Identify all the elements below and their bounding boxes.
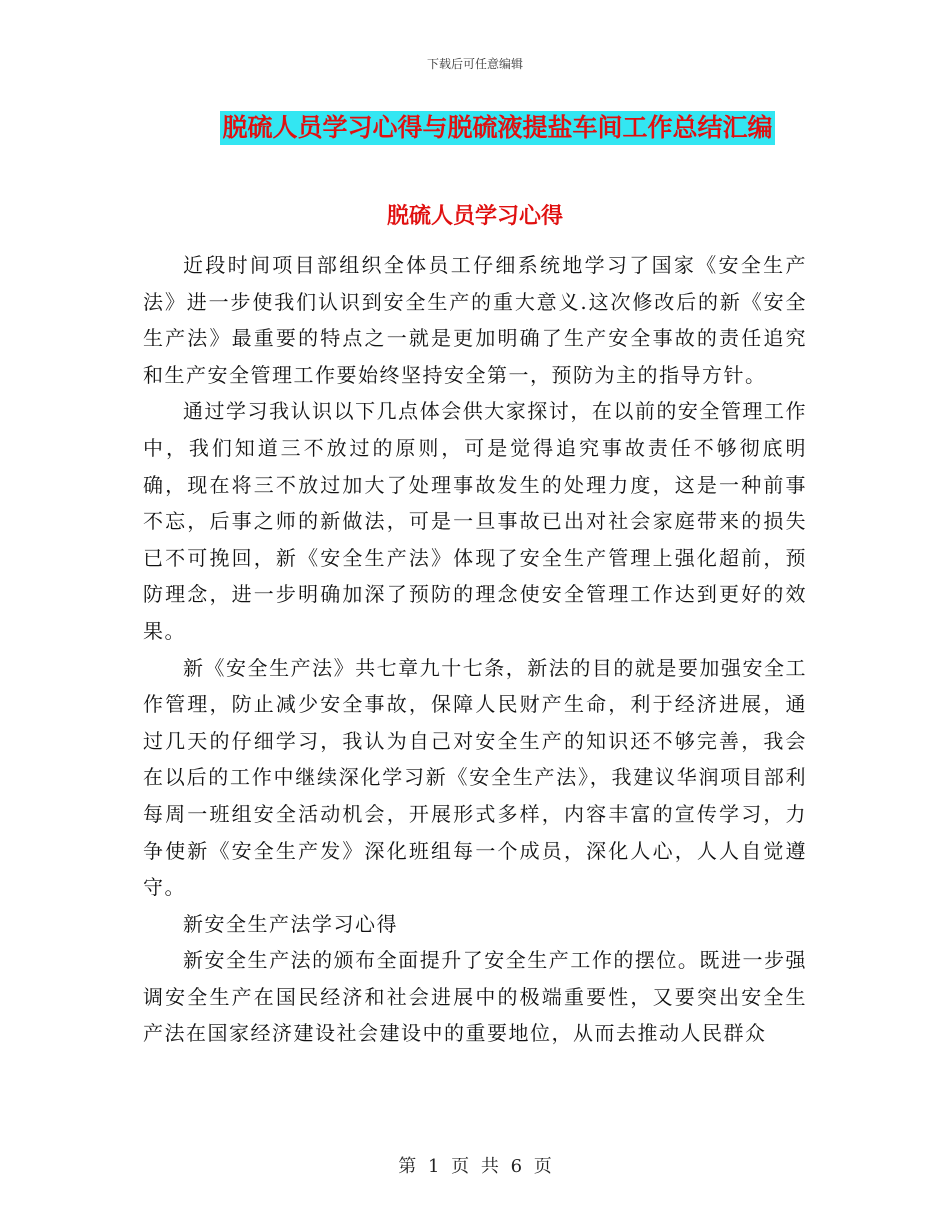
paragraph: 通过学习我认识以下几点体会供大家探讨，在以前的安全管理工作中，我们知道三不放过的原则，可是觉得追究事故责任不够彻底明确，现在将三不放过加大了处理事故发生的处理力度，这是一种前事不忘，后事之师的新做法，可是一旦事故已出对社会家庭带来的损失已不可挽回，新《安全生产法》体现了安全生产管理上强化超前，预防理念，进一步明确加深了预防的理念使安全管理工作达到更好的效果。 [143,399,807,643]
paragraph: 新安全生产法的颁布全面提升了安全生产工作的摆位。既进一步强调安全生产在国民经济和社会进展中的极端重要性，又要突出安全生产法在国家经济建设社会建设中的重要地位，从而去推动人民群众 [143,948,807,1046]
section-title: 脱硫人员学习心得 [386,204,563,229]
document-title-container [0,111,950,145]
subheading-paragraph: 新安全生产法学习心得 [183,911,398,936]
document-body [143,247,807,1052]
document-title: 脱硫人员学习心得与脱硫液提盐车间工作总结汇编 [220,111,774,145]
paragraph: 新《安全生产法》共七章九十七条，新法的目的就是要加强安全工作管理，防止减少安全事故，保障人民财产生命，利于经济进展，通过几天的仔细学习，我认为自己对安全生产的知识还不够完善，我会在以后的工作中继续深化学习新《安全生产法》，我建议华润项目部利每周一班组安全活动机会，开展形式多样，内容丰富的宣传学习，力争使新《安全生产发》深化班组每一个成员，深化人心，人人自觉遵守。 [143,655,807,900]
paragraph: 近段时间项目部组织全体员工仔细系统地学习了国家《安全生产法》进一步使我们认识到安全生产的重大意义.这次修改后的新《安全生产法》最重要的特点之一就是更加明确了生产安全事故的责任追究和生产安全管理工作要始终坚持安全第一，预防为主的指导方针。 [143,253,807,387]
page-number-footer: 第 1 页 共 6 页 [398,1156,552,1177]
page-header-note: 下载后可任意编辑 [426,57,523,71]
